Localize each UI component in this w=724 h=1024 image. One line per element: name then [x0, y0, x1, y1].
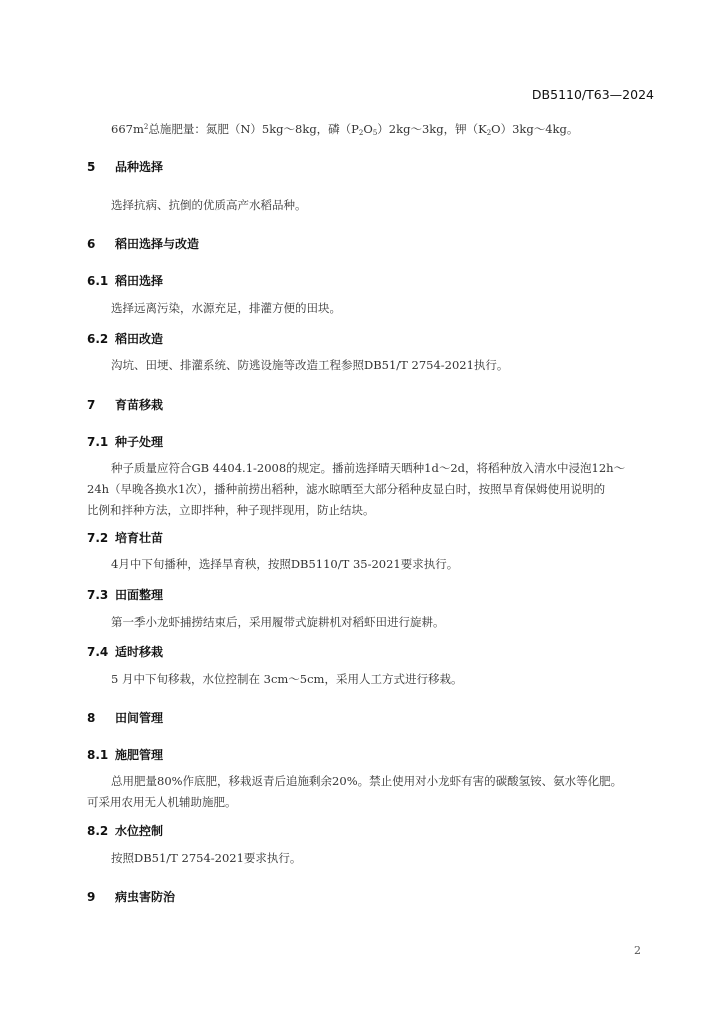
para-7-2: 4月中下旬播种，选择旱育秧，按照DB5110/T 35-2021要求执行。	[111, 557, 459, 571]
para-7-1-line1: 种子质量应符合GB 4404.1-2008的规定。播前选择晴天晒种1d～2d，将稻种放入清水中浸泡12h～	[111, 461, 626, 475]
para-6-2: 沟坑、田埂、排灌系统、防逃设施等改造工程参照DB51/T 2754-2021执行。	[111, 358, 509, 372]
heading-9: 9 病虫害防治	[87, 890, 176, 904]
para-8-2: 按照DB51/T 2754-2021要求执行。	[111, 851, 302, 865]
heading-5: 5 品种选择	[87, 160, 164, 174]
para-7-4: 5 月中下旬移栽，水位控制在 3cm～5cm，采用人工方式进行移栽。	[111, 672, 463, 686]
heading-8: 8 田间管理	[87, 711, 164, 725]
para-5: 选择抗病、抗倒的优质高产水稻品种。	[111, 198, 307, 212]
heading-8-1: 8.1 施肥管理	[87, 748, 164, 762]
para-7-1-line3: 比例和拌种方法，立即拌种，种子现拌现用，防止结块。	[87, 503, 375, 517]
heading-7: 7 育苗移栽	[87, 398, 164, 412]
para-8-1-line1: 总用肥量80%作底肥，移栽返青后追施剩余20%。禁止使用对小龙虾有害的碳酸氢铵、氨水等化肥。	[111, 774, 623, 788]
heading-7-3: 7.3 田面整理	[87, 588, 164, 602]
heading-7-2: 7.2 培育壮苗	[87, 531, 164, 545]
heading-8-2: 8.2 水位控制	[87, 824, 164, 838]
heading-6: 6 稻田选择与改造	[87, 237, 200, 251]
para-8-1-line2: 可采用农用无人机辅助施肥。	[87, 795, 237, 809]
para-7-1-line2: 24h（早晚各换水1次），播种前捞出稻种，滤水晾晒至大部分稻种皮显白时，按照旱育保姆使用说明的	[87, 482, 606, 496]
page-number: 2	[634, 944, 641, 957]
heading-7-1: 7.1 种子处理	[87, 435, 164, 449]
fertilizer-line: $667m^2$总施肥量：氮肥（N）5kg～8kg，磷$(P_2O_5)2kg\sim 3kg$，钾$(K_2O)3kg\sim 4kg$。	[111, 122, 579, 137]
heading-7-4: 7.4 适时移栽	[87, 645, 164, 659]
document-code: DB5110/T63—2024	[531, 87, 654, 102]
para-7-3: 第一季小龙虾捕捞结束后，采用履带式旋耕机对稻虾田进行旋耕。	[111, 615, 445, 629]
para-6-1: 选择远离污染，水源充足，排灌方便的田块。	[111, 301, 341, 315]
heading-6-2: 6.2 稻田改造	[87, 332, 164, 346]
heading-6-1: 6.1 稻田选择	[87, 274, 164, 288]
